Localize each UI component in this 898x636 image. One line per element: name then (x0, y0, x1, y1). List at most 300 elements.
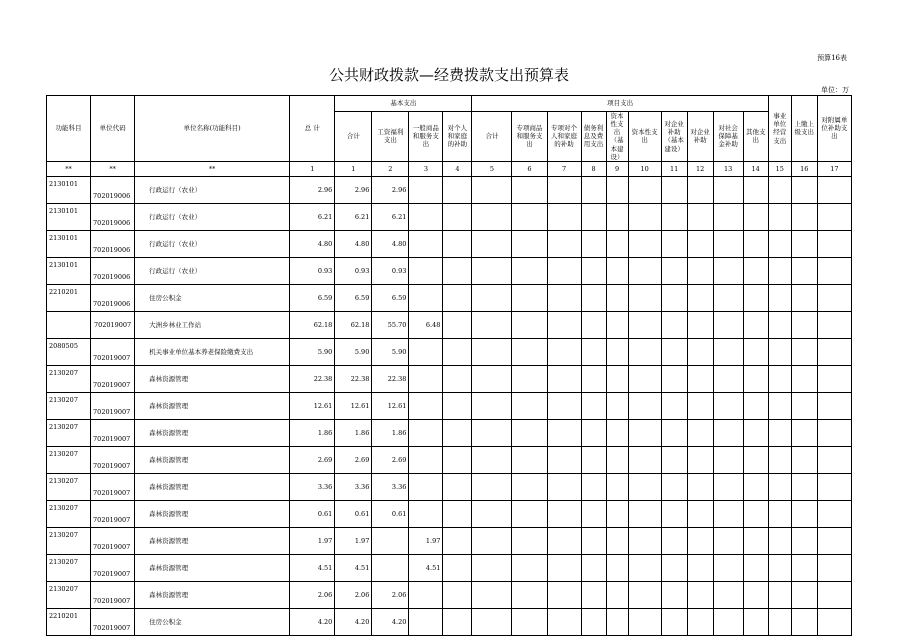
goods-cell (409, 473, 443, 500)
empty-cell (472, 473, 512, 500)
empty-cell (606, 230, 628, 257)
empty-cell (687, 419, 713, 446)
unit-code-cell: 702019007 (91, 392, 135, 419)
empty-cell (661, 581, 687, 608)
empty-cell (547, 446, 581, 473)
empty-cell (628, 176, 661, 203)
basic-total-cell: 6.21 (335, 203, 372, 230)
empty-cell (713, 554, 743, 581)
empty-cell (791, 392, 817, 419)
empty-cell (768, 473, 791, 500)
salary-cell (372, 554, 409, 581)
empty-cell (661, 230, 687, 257)
basic-total-cell: 2.69 (335, 446, 372, 473)
empty-cell (768, 554, 791, 581)
empty-cell (512, 527, 547, 554)
basic-total-cell: 5.90 (335, 338, 372, 365)
unit-code-cell: 702019007 (91, 419, 135, 446)
empty-cell (768, 284, 791, 311)
empty-cell (743, 446, 768, 473)
empty-cell (547, 554, 581, 581)
empty-cell (512, 203, 547, 230)
unit-name-cell: 森林资源管理 (135, 500, 290, 527)
empty-cell (661, 527, 687, 554)
empty-cell (472, 419, 512, 446)
empty-cell (443, 554, 472, 581)
empty-cell (512, 581, 547, 608)
empty-cell (606, 446, 628, 473)
empty-cell (581, 554, 606, 581)
empty-cell (628, 473, 661, 500)
salary-cell: 22.38 (372, 365, 409, 392)
empty-cell (713, 338, 743, 365)
goods-cell (409, 419, 443, 446)
empty-cell (817, 257, 851, 284)
salary-cell (372, 527, 409, 554)
empty-cell (713, 446, 743, 473)
empty-cell (687, 527, 713, 554)
empty-cell (581, 365, 606, 392)
basic-total-cell: 2.96 (335, 176, 372, 203)
salary-cell: 1.86 (372, 419, 409, 446)
goods-cell: 1.97 (409, 527, 443, 554)
unit-name-cell: 住房公积金 (135, 608, 290, 635)
empty-cell (713, 203, 743, 230)
goods-cell (409, 230, 443, 257)
header-other: 其他支出 (743, 112, 768, 162)
column-number-cell: 16 (791, 161, 817, 176)
empty-cell (512, 500, 547, 527)
header-capital-infra: 资本性支出（基本建设） (606, 112, 628, 162)
column-number-cell: 2 (372, 161, 409, 176)
basic-total-cell: 22.38 (335, 365, 372, 392)
empty-cell (512, 230, 547, 257)
empty-cell (687, 473, 713, 500)
empty-cell (768, 581, 791, 608)
empty-cell (547, 419, 581, 446)
goods-cell (409, 365, 443, 392)
salary-cell: 55.70 (372, 311, 409, 338)
empty-cell (817, 500, 851, 527)
empty-cell (713, 581, 743, 608)
empty-cell (791, 203, 817, 230)
empty-cell (743, 257, 768, 284)
empty-cell (817, 473, 851, 500)
func-code-cell: 2130207 (47, 527, 91, 554)
empty-cell (743, 419, 768, 446)
unit-code-cell: 702019007 (91, 500, 135, 527)
empty-cell (817, 581, 851, 608)
table-row (47, 500, 852, 527)
page-title: 公共财政拨款—经费拨款支出预算表 (328, 66, 569, 84)
func-code-cell: 2130207 (47, 581, 91, 608)
table-row (47, 446, 852, 473)
goods-cell: 4.51 (409, 554, 443, 581)
empty-cell (512, 392, 547, 419)
goods-cell (409, 203, 443, 230)
empty-cell (606, 392, 628, 419)
column-number-cell: 3 (409, 161, 443, 176)
empty-cell (713, 392, 743, 419)
column-number-cell: 17 (817, 161, 851, 176)
empty-cell (791, 581, 817, 608)
empty-cell (768, 338, 791, 365)
column-number-cell: 9 (606, 161, 628, 176)
empty-cell (472, 311, 512, 338)
empty-cell (743, 500, 768, 527)
empty-cell (606, 527, 628, 554)
func-code-cell: 2130101 (47, 230, 91, 257)
empty-cell (687, 230, 713, 257)
func-code-cell: 2130207 (47, 419, 91, 446)
empty-cell (768, 608, 791, 635)
empty-cell (581, 203, 606, 230)
unit-name-cell: 行政运行（农业） (135, 230, 290, 257)
unit-code-cell: 702019007 (91, 554, 135, 581)
header-basic-group: 基本支出 (335, 96, 472, 112)
empty-cell (547, 500, 581, 527)
table-row (47, 338, 852, 365)
empty-cell (512, 473, 547, 500)
empty-cell (443, 581, 472, 608)
table-row (47, 581, 852, 608)
empty-cell (661, 338, 687, 365)
header-unit-name: 单位名称(功能科目) (135, 96, 290, 162)
table-row (47, 527, 852, 554)
empty-cell (687, 581, 713, 608)
empty-cell (547, 203, 581, 230)
empty-cell (547, 392, 581, 419)
unit-code-cell: 702019006 (91, 257, 135, 284)
unit-label: 单位：万 (821, 86, 849, 94)
column-number-cell: 5 (472, 161, 512, 176)
empty-cell (628, 500, 661, 527)
header-proj-goods: 专项商品和服务支出 (512, 112, 547, 162)
empty-cell (628, 203, 661, 230)
header-row-group (47, 96, 852, 112)
func-code-cell: 2210201 (47, 284, 91, 311)
empty-cell (791, 284, 817, 311)
func-code-cell: 2210201 (47, 608, 91, 635)
basic-total-cell: 4.51 (335, 554, 372, 581)
empty-cell (512, 257, 547, 284)
empty-cell (606, 311, 628, 338)
header-enterprise: 对企业补助 (687, 112, 713, 162)
salary-cell: 0.93 (372, 257, 409, 284)
empty-cell (768, 446, 791, 473)
total-cell: 4.51 (290, 554, 335, 581)
empty-cell (581, 608, 606, 635)
empty-cell (443, 338, 472, 365)
empty-cell (791, 500, 817, 527)
salary-cell: 4.80 (372, 230, 409, 257)
table-row (47, 284, 852, 311)
column-number-row (47, 161, 852, 176)
empty-cell (512, 338, 547, 365)
empty-cell (628, 554, 661, 581)
unit-code-cell: 702019007 (91, 581, 135, 608)
empty-cell (743, 608, 768, 635)
empty-cell (606, 203, 628, 230)
unit-code-cell: 702019007 (91, 311, 135, 338)
empty-cell (768, 500, 791, 527)
total-cell: 1.86 (290, 419, 335, 446)
empty-cell (791, 608, 817, 635)
total-cell: 2.96 (290, 176, 335, 203)
header-basic-total: 合计 (335, 112, 372, 162)
empty-cell (581, 338, 606, 365)
empty-cell (713, 176, 743, 203)
total-cell: 4.20 (290, 608, 335, 635)
empty-cell (713, 500, 743, 527)
empty-cell (628, 527, 661, 554)
empty-cell (628, 581, 661, 608)
empty-cell (581, 176, 606, 203)
empty-cell (581, 473, 606, 500)
empty-cell (628, 230, 661, 257)
form-number: 预算16表 (817, 54, 847, 62)
header-total: 总 计 (290, 96, 335, 162)
empty-cell (472, 176, 512, 203)
empty-cell (817, 527, 851, 554)
empty-cell (768, 230, 791, 257)
empty-cell (443, 257, 472, 284)
empty-cell (743, 311, 768, 338)
empty-cell (443, 365, 472, 392)
unit-name-cell: 森林资源管理 (135, 554, 290, 581)
basic-total-cell: 12.61 (335, 392, 372, 419)
empty-cell (817, 392, 851, 419)
empty-cell (581, 230, 606, 257)
empty-cell (791, 257, 817, 284)
empty-cell (606, 554, 628, 581)
table-row (47, 554, 852, 581)
empty-cell (628, 338, 661, 365)
salary-cell: 2.06 (372, 581, 409, 608)
empty-cell (713, 473, 743, 500)
empty-cell (628, 446, 661, 473)
goods-cell (409, 446, 443, 473)
goods-cell (409, 581, 443, 608)
unit-name-cell: 机关事业单位基本养老保险缴费支出 (135, 338, 290, 365)
header-capital: 资本性支出 (628, 112, 661, 162)
empty-cell (581, 581, 606, 608)
empty-cell (472, 446, 512, 473)
header-debt: 债务利息及费用支出 (581, 112, 606, 162)
empty-cell (791, 527, 817, 554)
basic-total-cell: 0.93 (335, 257, 372, 284)
header-business: 事业单位经营支出 (768, 96, 791, 162)
column-number-cell: 6 (512, 161, 547, 176)
empty-cell (743, 230, 768, 257)
empty-cell (606, 581, 628, 608)
empty-cell (817, 446, 851, 473)
unit-code-cell: 702019006 (91, 230, 135, 257)
empty-cell (547, 311, 581, 338)
empty-cell (661, 284, 687, 311)
unit-name-cell: 森林资源管理 (135, 446, 290, 473)
empty-cell (443, 419, 472, 446)
table-row (47, 311, 852, 338)
header-enterprise-infra: 对企业补助（基本建设） (661, 112, 687, 162)
empty-cell (472, 338, 512, 365)
empty-cell (661, 419, 687, 446)
empty-cell (687, 392, 713, 419)
empty-cell (581, 500, 606, 527)
empty-cell (743, 176, 768, 203)
empty-cell (628, 284, 661, 311)
basic-total-cell: 2.06 (335, 581, 372, 608)
unit-name-cell: 行政运行（农业） (135, 203, 290, 230)
column-number-cell: ** (135, 161, 290, 176)
table-row (47, 608, 852, 635)
empty-cell (472, 500, 512, 527)
table-row (47, 176, 852, 203)
salary-cell: 2.69 (372, 446, 409, 473)
empty-cell (743, 581, 768, 608)
empty-cell (443, 203, 472, 230)
empty-cell (768, 392, 791, 419)
empty-cell (628, 257, 661, 284)
empty-cell (661, 257, 687, 284)
empty-cell (817, 419, 851, 446)
func-code-cell: 2130101 (47, 257, 91, 284)
empty-cell (512, 311, 547, 338)
empty-cell (768, 203, 791, 230)
empty-cell (791, 365, 817, 392)
salary-cell: 3.36 (372, 473, 409, 500)
empty-cell (512, 446, 547, 473)
empty-cell (606, 257, 628, 284)
total-cell: 2.69 (290, 446, 335, 473)
empty-cell (472, 554, 512, 581)
empty-cell (791, 446, 817, 473)
empty-cell (661, 392, 687, 419)
column-number-cell: 1 (290, 161, 335, 176)
empty-cell (606, 365, 628, 392)
column-number-cell: 12 (687, 161, 713, 176)
empty-cell (628, 392, 661, 419)
empty-cell (606, 500, 628, 527)
budget-table (46, 95, 852, 636)
empty-cell (472, 284, 512, 311)
salary-cell: 4.20 (372, 608, 409, 635)
goods-cell (409, 176, 443, 203)
basic-total-cell: 4.20 (335, 608, 372, 635)
table-row (47, 392, 852, 419)
empty-cell (606, 473, 628, 500)
empty-cell (687, 608, 713, 635)
column-number-cell: ** (91, 161, 135, 176)
header-proj-total: 合计 (472, 112, 512, 162)
header-personal: 对个人和家庭的补助 (443, 112, 472, 162)
empty-cell (606, 419, 628, 446)
func-code-cell: 2130207 (47, 500, 91, 527)
total-cell: 0.93 (290, 257, 335, 284)
unit-name-cell: 森林资源管理 (135, 392, 290, 419)
unit-name-cell: 行政运行（农业） (135, 176, 290, 203)
empty-cell (713, 257, 743, 284)
empty-cell (817, 365, 851, 392)
empty-cell (743, 338, 768, 365)
unit-name-cell: 森林资源管理 (135, 365, 290, 392)
empty-cell (512, 365, 547, 392)
total-cell: 6.21 (290, 203, 335, 230)
number-row-body (47, 161, 852, 176)
unit-code-cell: 702019006 (91, 176, 135, 203)
basic-total-cell: 4.80 (335, 230, 372, 257)
empty-cell (443, 473, 472, 500)
empty-cell (512, 554, 547, 581)
header-proj-personal: 专项对个人和家庭的补助 (547, 112, 581, 162)
empty-cell (443, 608, 472, 635)
empty-cell (713, 284, 743, 311)
empty-cell (661, 473, 687, 500)
header-superior: 上缴上级支出 (791, 96, 817, 162)
header-project-group: 项目支出 (472, 96, 768, 112)
empty-cell (791, 338, 817, 365)
empty-cell (628, 608, 661, 635)
column-number-cell: 11 (661, 161, 687, 176)
unit-name-cell: 住房公积金 (135, 284, 290, 311)
empty-cell (443, 527, 472, 554)
salary-cell: 0.61 (372, 500, 409, 527)
empty-cell (581, 311, 606, 338)
empty-cell (512, 608, 547, 635)
empty-cell (472, 527, 512, 554)
total-cell: 6.59 (290, 284, 335, 311)
header-salary: 工资福利支出 (372, 112, 409, 162)
basic-total-cell: 6.59 (335, 284, 372, 311)
empty-cell (687, 176, 713, 203)
empty-cell (768, 419, 791, 446)
empty-cell (606, 284, 628, 311)
goods-cell (409, 392, 443, 419)
header-subsidiary: 对附属单位补助支出 (817, 96, 851, 162)
empty-cell (687, 257, 713, 284)
unit-name-cell: 森林资源管理 (135, 581, 290, 608)
empty-cell (743, 554, 768, 581)
total-cell: 12.61 (290, 392, 335, 419)
header-social: 对社会保障基金补助 (713, 112, 743, 162)
empty-cell (547, 473, 581, 500)
total-cell: 0.61 (290, 500, 335, 527)
empty-cell (547, 608, 581, 635)
empty-cell (581, 527, 606, 554)
empty-cell (628, 311, 661, 338)
column-number-cell: ** (47, 161, 91, 176)
empty-cell (791, 419, 817, 446)
empty-cell (547, 257, 581, 284)
empty-cell (768, 311, 791, 338)
salary-cell: 6.21 (372, 203, 409, 230)
empty-cell (661, 608, 687, 635)
empty-cell (713, 419, 743, 446)
empty-cell (713, 527, 743, 554)
basic-total-cell: 62.18 (335, 311, 372, 338)
data-rows-body (47, 176, 852, 635)
column-number-cell: 8 (581, 161, 606, 176)
empty-cell (687, 446, 713, 473)
column-number-cell: 1 (335, 161, 372, 176)
empty-cell (581, 392, 606, 419)
empty-cell (743, 203, 768, 230)
basic-total-cell: 1.86 (335, 419, 372, 446)
unit-name-cell: 行政运行（农业） (135, 257, 290, 284)
goods-cell (409, 284, 443, 311)
empty-cell (687, 203, 713, 230)
basic-total-cell: 3.36 (335, 473, 372, 500)
